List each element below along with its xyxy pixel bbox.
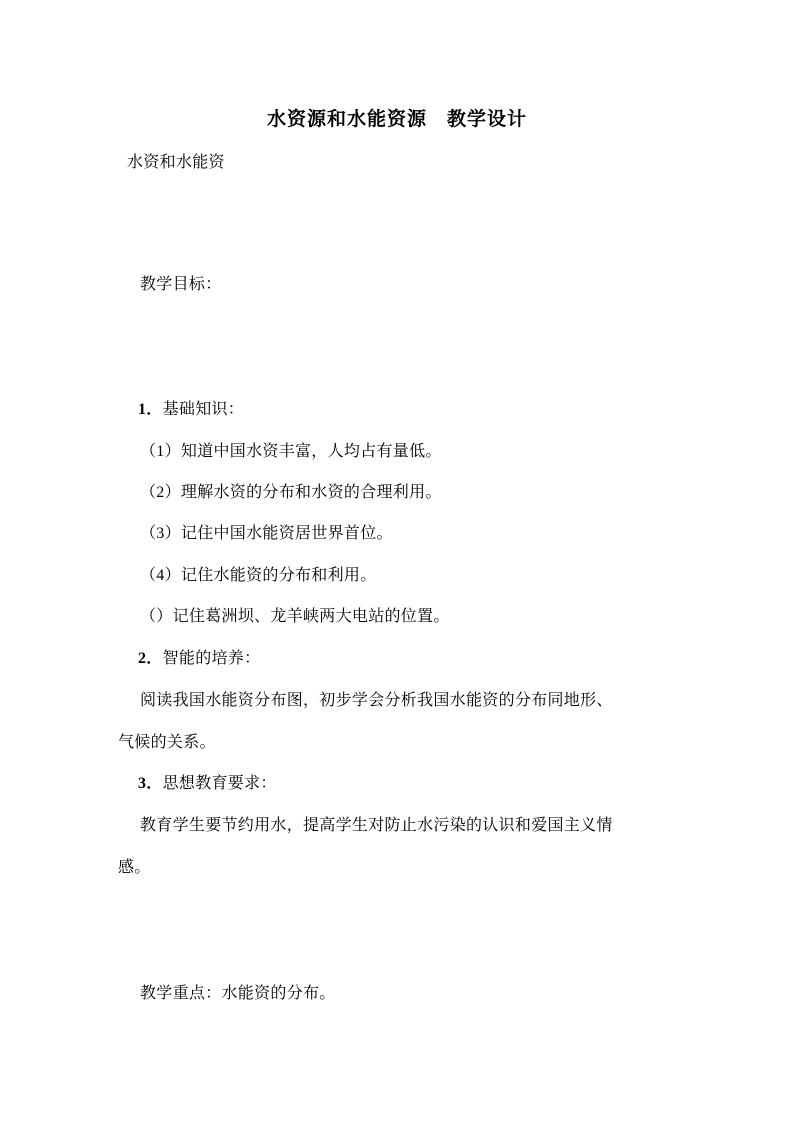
objectives-heading: 教学目标： [140,274,222,293]
section2-heading [138,647,260,670]
key-point: 教学重点：水能资的分布。 [140,983,336,1002]
list-item [140,481,442,504]
list-item [140,522,393,545]
list-item [140,564,377,587]
section2-number: 2． [138,650,163,667]
section3-paragraph-line1: 教育学生要节约用水，提高学生对防止水污染的认识和爱国主义情 [140,815,613,834]
section1-number: 1． [138,401,163,418]
section2-paragraph-line2: 气候的关系。 [118,732,216,751]
list-item-text: 记住葛洲坝、龙羊峡两大电站的位置。 [172,606,450,625]
section2-title: 智能的培养： [162,648,261,667]
section2-paragraph-line1: 阅读我国水能资分布图，初步学会分析我国水能资的分布同地形、 [140,690,613,709]
list-item-text: 理解水资的分布和水资的合理利用。 [180,482,442,501]
document-subtitle: 水资和水能资 [127,152,225,171]
list-item-text: 知道中国水资丰富，人均占有量低。 [180,441,442,460]
document-title: 水资源和水能资源 教学设计 [266,108,527,130]
list-item [140,605,450,628]
section1-heading [138,398,244,421]
section3-paragraph-line2: 感。 [118,857,151,876]
list-item-text: 记住水能资的分布和利用。 [180,565,377,584]
list-item-marker: （2） [140,484,181,501]
list-item [140,440,442,463]
section1-title: 基础知识： [162,399,245,418]
list-item-marker: （1） [140,443,181,460]
section3-title: 思想教育要求： [162,773,277,792]
section3-number: 3． [138,775,163,792]
list-item-marker: （3） [140,525,181,542]
list-item-marker: （） [140,608,173,625]
section3-heading [138,772,277,795]
list-item-text: 记住中国水能资居世界首位。 [180,523,393,542]
list-item-marker: （4） [140,567,181,584]
